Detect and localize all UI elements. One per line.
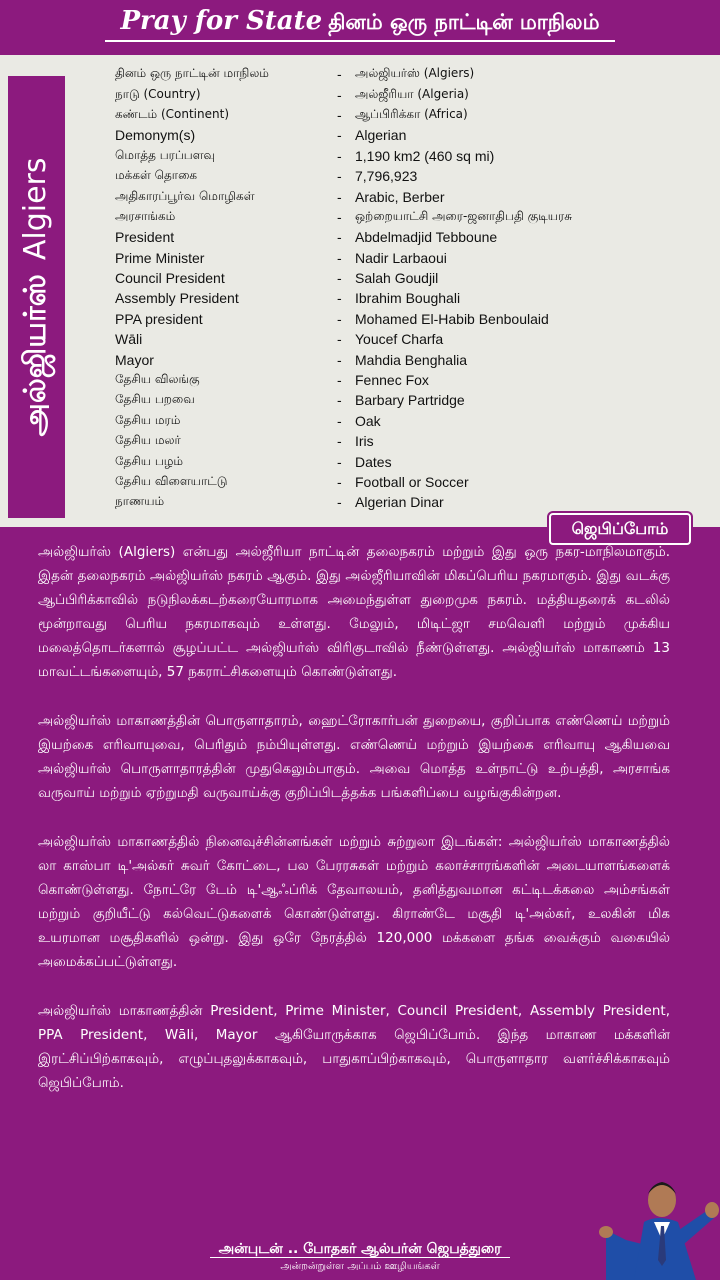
title-tamil: தினம் ஒரு நாட்டின் மாநிலம் <box>328 10 600 34</box>
fact-row <box>115 288 705 308</box>
fact-row <box>115 186 705 206</box>
fact-value: Barbary Partridge <box>355 392 465 409</box>
fact-value: Iris <box>355 433 374 450</box>
fact-key: நாணயம் <box>115 494 165 509</box>
fact-row <box>115 329 705 349</box>
fact-value: Youcef Charfa <box>355 331 444 348</box>
fact-row <box>115 349 705 369</box>
fact-separator: - <box>337 494 342 511</box>
fact-key: அரசாங்கம் <box>115 208 176 223</box>
fact-key: Mayor <box>115 351 154 368</box>
fact-row <box>115 105 705 125</box>
fact-row <box>115 268 705 288</box>
fact-key: மொத்த பரப்பளவு <box>115 147 216 162</box>
fact-separator: - <box>337 168 342 185</box>
side-label-tamil: அல்ஜியர்ஸ் <box>18 274 53 437</box>
pray-badge: ஜெபிப்போம் <box>549 513 691 545</box>
fact-key: மக்கள் தொகை <box>115 168 198 183</box>
fact-row <box>115 492 705 512</box>
title-english: Pray for State <box>120 6 323 36</box>
side-label-english: Algiers <box>18 157 53 261</box>
header <box>0 0 720 48</box>
fact-key: தேசிய பழம் <box>115 453 184 468</box>
fact-value: Fennec Fox <box>355 372 429 389</box>
fact-key: அதிகாரப்பூர்வ மொழிகள் <box>115 188 255 203</box>
side-label-text <box>4 157 68 436</box>
fact-row <box>115 248 705 268</box>
fact-value: 1,190 km2 (460 sq mi) <box>355 147 495 164</box>
fact-key: Assembly President <box>115 290 239 307</box>
fact-key: Wāli <box>115 331 143 348</box>
fact-row <box>115 166 705 186</box>
fact-separator: - <box>337 229 342 246</box>
fact-value: அல்ஜியர்ஸ் (Algiers) <box>355 66 475 81</box>
fact-value: Dates <box>355 453 392 470</box>
fact-separator: - <box>337 106 342 123</box>
fact-key: Council President <box>115 270 225 287</box>
fact-key: தேசிய பறவை <box>115 392 195 407</box>
fact-key: தேசிய மலர் <box>115 433 181 448</box>
fact-value: Arabic, Berber <box>355 188 445 205</box>
fact-value: Algerian <box>355 127 407 144</box>
fact-key: நாடு (Country) <box>115 86 201 101</box>
fact-key: PPA president <box>115 310 203 327</box>
fact-key: கண்டம் (Continent) <box>115 106 229 121</box>
fact-key: தினம் ஒரு நாட்டின் மாநிலம் <box>115 66 269 81</box>
fact-key: தேசிய மரம் <box>115 412 181 427</box>
fact-separator: - <box>337 147 342 164</box>
fact-row <box>115 207 705 227</box>
fact-separator: - <box>337 433 342 450</box>
fact-separator: - <box>337 310 342 327</box>
fact-separator: - <box>337 188 342 205</box>
fact-separator: - <box>337 372 342 389</box>
fact-separator: - <box>337 474 342 490</box>
fact-row <box>115 370 705 390</box>
fact-key: தேசிய விளையாட்டு <box>115 474 228 488</box>
fact-value: Football or Soccer <box>355 474 469 490</box>
fact-key: President <box>115 229 175 246</box>
fact-row <box>115 64 705 84</box>
fact-value: ஒற்றையாட்சி அரை-ஜனாதிபதி குடியரசு <box>355 208 573 223</box>
paragraph-prayer: அல்ஜியர்ஸ் மாகாணத்தின் President, Prime Minister, Council President, Assembly President, PPA President, Wāli, Mayor ஆகியோருக்காக ஜெபிப்போம். இந்த மாகாண மக்களின் இரட்சிப்பிற்காகவும், எழுப்புதலுக்காகவும், பாதுகாப்பிற்காகவும், பொருளாதார வளர்ச்சிக்காகவும் ஜெபிப்போம். <box>38 1003 670 1091</box>
fact-list <box>115 64 705 513</box>
fact-key: Demonym(s) <box>115 127 196 144</box>
fact-row <box>115 125 705 145</box>
footer <box>0 1238 720 1280</box>
fact-separator: - <box>337 127 342 144</box>
fact-value: ஆப்பிரிக்கா (Africa) <box>355 106 468 121</box>
fact-separator: - <box>337 331 342 348</box>
fact-separator: - <box>337 249 342 266</box>
fact-separator: - <box>337 412 342 429</box>
fact-key: தேசிய விலங்கு <box>115 372 200 387</box>
fact-value: Algerian Dinar <box>355 494 444 511</box>
fact-value: Nadir Larbaoui <box>355 249 447 266</box>
page-title <box>105 2 615 42</box>
fact-row <box>115 431 705 451</box>
fact-value: Oak <box>355 412 381 429</box>
fact-row <box>115 472 705 492</box>
fact-key: Prime Minister <box>115 249 205 266</box>
footer-subtitle: அன்றன்றுள்ள அப்பம் ஊழியங்கள் <box>280 1261 440 1272</box>
fact-row <box>115 227 705 247</box>
fact-row <box>115 309 705 329</box>
fact-separator: - <box>337 86 342 103</box>
fact-separator: - <box>337 392 342 409</box>
fact-value: Abdelmadjid Tebboune <box>355 229 498 246</box>
fact-row <box>115 451 705 471</box>
paragraph-landmarks: அல்ஜியர்ஸ் மாகாணத்தில் நினைவுச்சின்னங்கள் மற்றும் சுற்றுலா இடங்கள்: அல்ஜியர்ஸ் மாகாணத்தில் லா காஸ்பா டி'அல்கர் சுவர் கோட்டை, பல பேரரசுகள் மற்றும் கலாச்சாரங்களின் அடையாளங்களைக் கொண்டுள்ளது. நோட்ரே டேம் டி'ஆஃப்ரிக் தேவாலயம், தனித்துவமான கட்டிடக்கலை அம்சங்கள் மற்றும் குறியீட்டு கல்வெட்டுகளைக் கொண்டுள்ளது. கிராண்டே மசூதி டி'அல்கர், உலகின் மிக உயரமான மசூதிகளில் ஒன்று. இது ஒரே நேரத்தில் 120,000 மக்களை தங்க வைக்கும் வகையில் அமைக்கப்பட்டுள்ளது. <box>38 834 670 970</box>
fact-row <box>115 411 705 431</box>
fact-row <box>115 84 705 104</box>
footer-signature: அன்புடன் .. போதகர் ஆல்பர்ன் ஜெபத்துரை <box>218 1241 502 1257</box>
fact-row <box>115 146 705 166</box>
fact-separator: - <box>337 66 342 83</box>
fact-value: Salah Goudjil <box>355 270 439 287</box>
paragraph-economy: அல்ஜியர்ஸ் மாகாணத்தின் பொருளாதாரம், ஹைட்ரோகார்பன் துறையை, குறிப்பாக எண்ணெய் மற்றும் இயற்கை எரிவாயுவை, பெரிதும் நம்பியுள்ளது. எண்ணெய் மற்றும் இயற்கை எரிவாயு ஆகியவை அல்ஜியர்ஸ் பொருளாதாரத்தின் முதுகெலும்பாகும். அவை மொத்த உள்நாட்டு உற்பத்தி, அரசாங்க வருவாய் மற்றும் ஏற்றுமதி வருவாய்க்கு குறிப்பிடத்தக்க பங்களிப்பை வழங்குகின்றன. <box>38 713 670 801</box>
fact-value: அல்ஜீரியா (Algeria) <box>355 86 469 101</box>
fact-value: 7,796,923 <box>355 168 418 185</box>
article-content <box>38 540 670 1120</box>
fact-separator: - <box>337 290 342 307</box>
fact-separator: - <box>337 208 342 225</box>
side-label <box>8 76 65 518</box>
fact-value: Mahdia Benghalia <box>355 351 468 368</box>
fact-separator: - <box>337 270 342 287</box>
fact-value: Ibrahim Boughali <box>355 290 461 307</box>
fact-separator: - <box>337 453 342 470</box>
fact-separator: - <box>337 351 342 368</box>
fact-value: Mohamed El-Habib Benboulaid <box>355 310 549 327</box>
paragraph-intro: அல்ஜியர்ஸ் (Algiers) என்பது அல்ஜீரியா நாட்டின் தலைநகரம் மற்றும் இது ஒரு நகர-மாநிலமாகும். இதன் தலைநகரம் அல்ஜியர்ஸ் நகரம் ஆகும். இது அல்ஜீரியாவின் மிகப்பெரிய நகரமாகும். இது வடக்கு ஆப்பிரிக்காவில் நடுநிலக்கடற்கரையோரமாக அமைந்துள்ள துறைமுக நகரம். மத்தியதரைக் கடலில் மூன்றாவது பெரிய நகரமாகவும் உள்ளது. மேலும், மிடிட்ஜா சமவெளி மற்றும் முக்கிய மலைத்தொடர்களால் சூழப்பட்ட அல்ஜியர்ஸ் விரிகுடாவில் நீண்டுள்ளது. அல்ஜியர்ஸ் மாகாணம் 13 மாவட்டங்களையும், 57 நகராட்சிகளையும் கொண்டுள்ளது. <box>38 544 670 680</box>
fact-row <box>115 390 705 410</box>
